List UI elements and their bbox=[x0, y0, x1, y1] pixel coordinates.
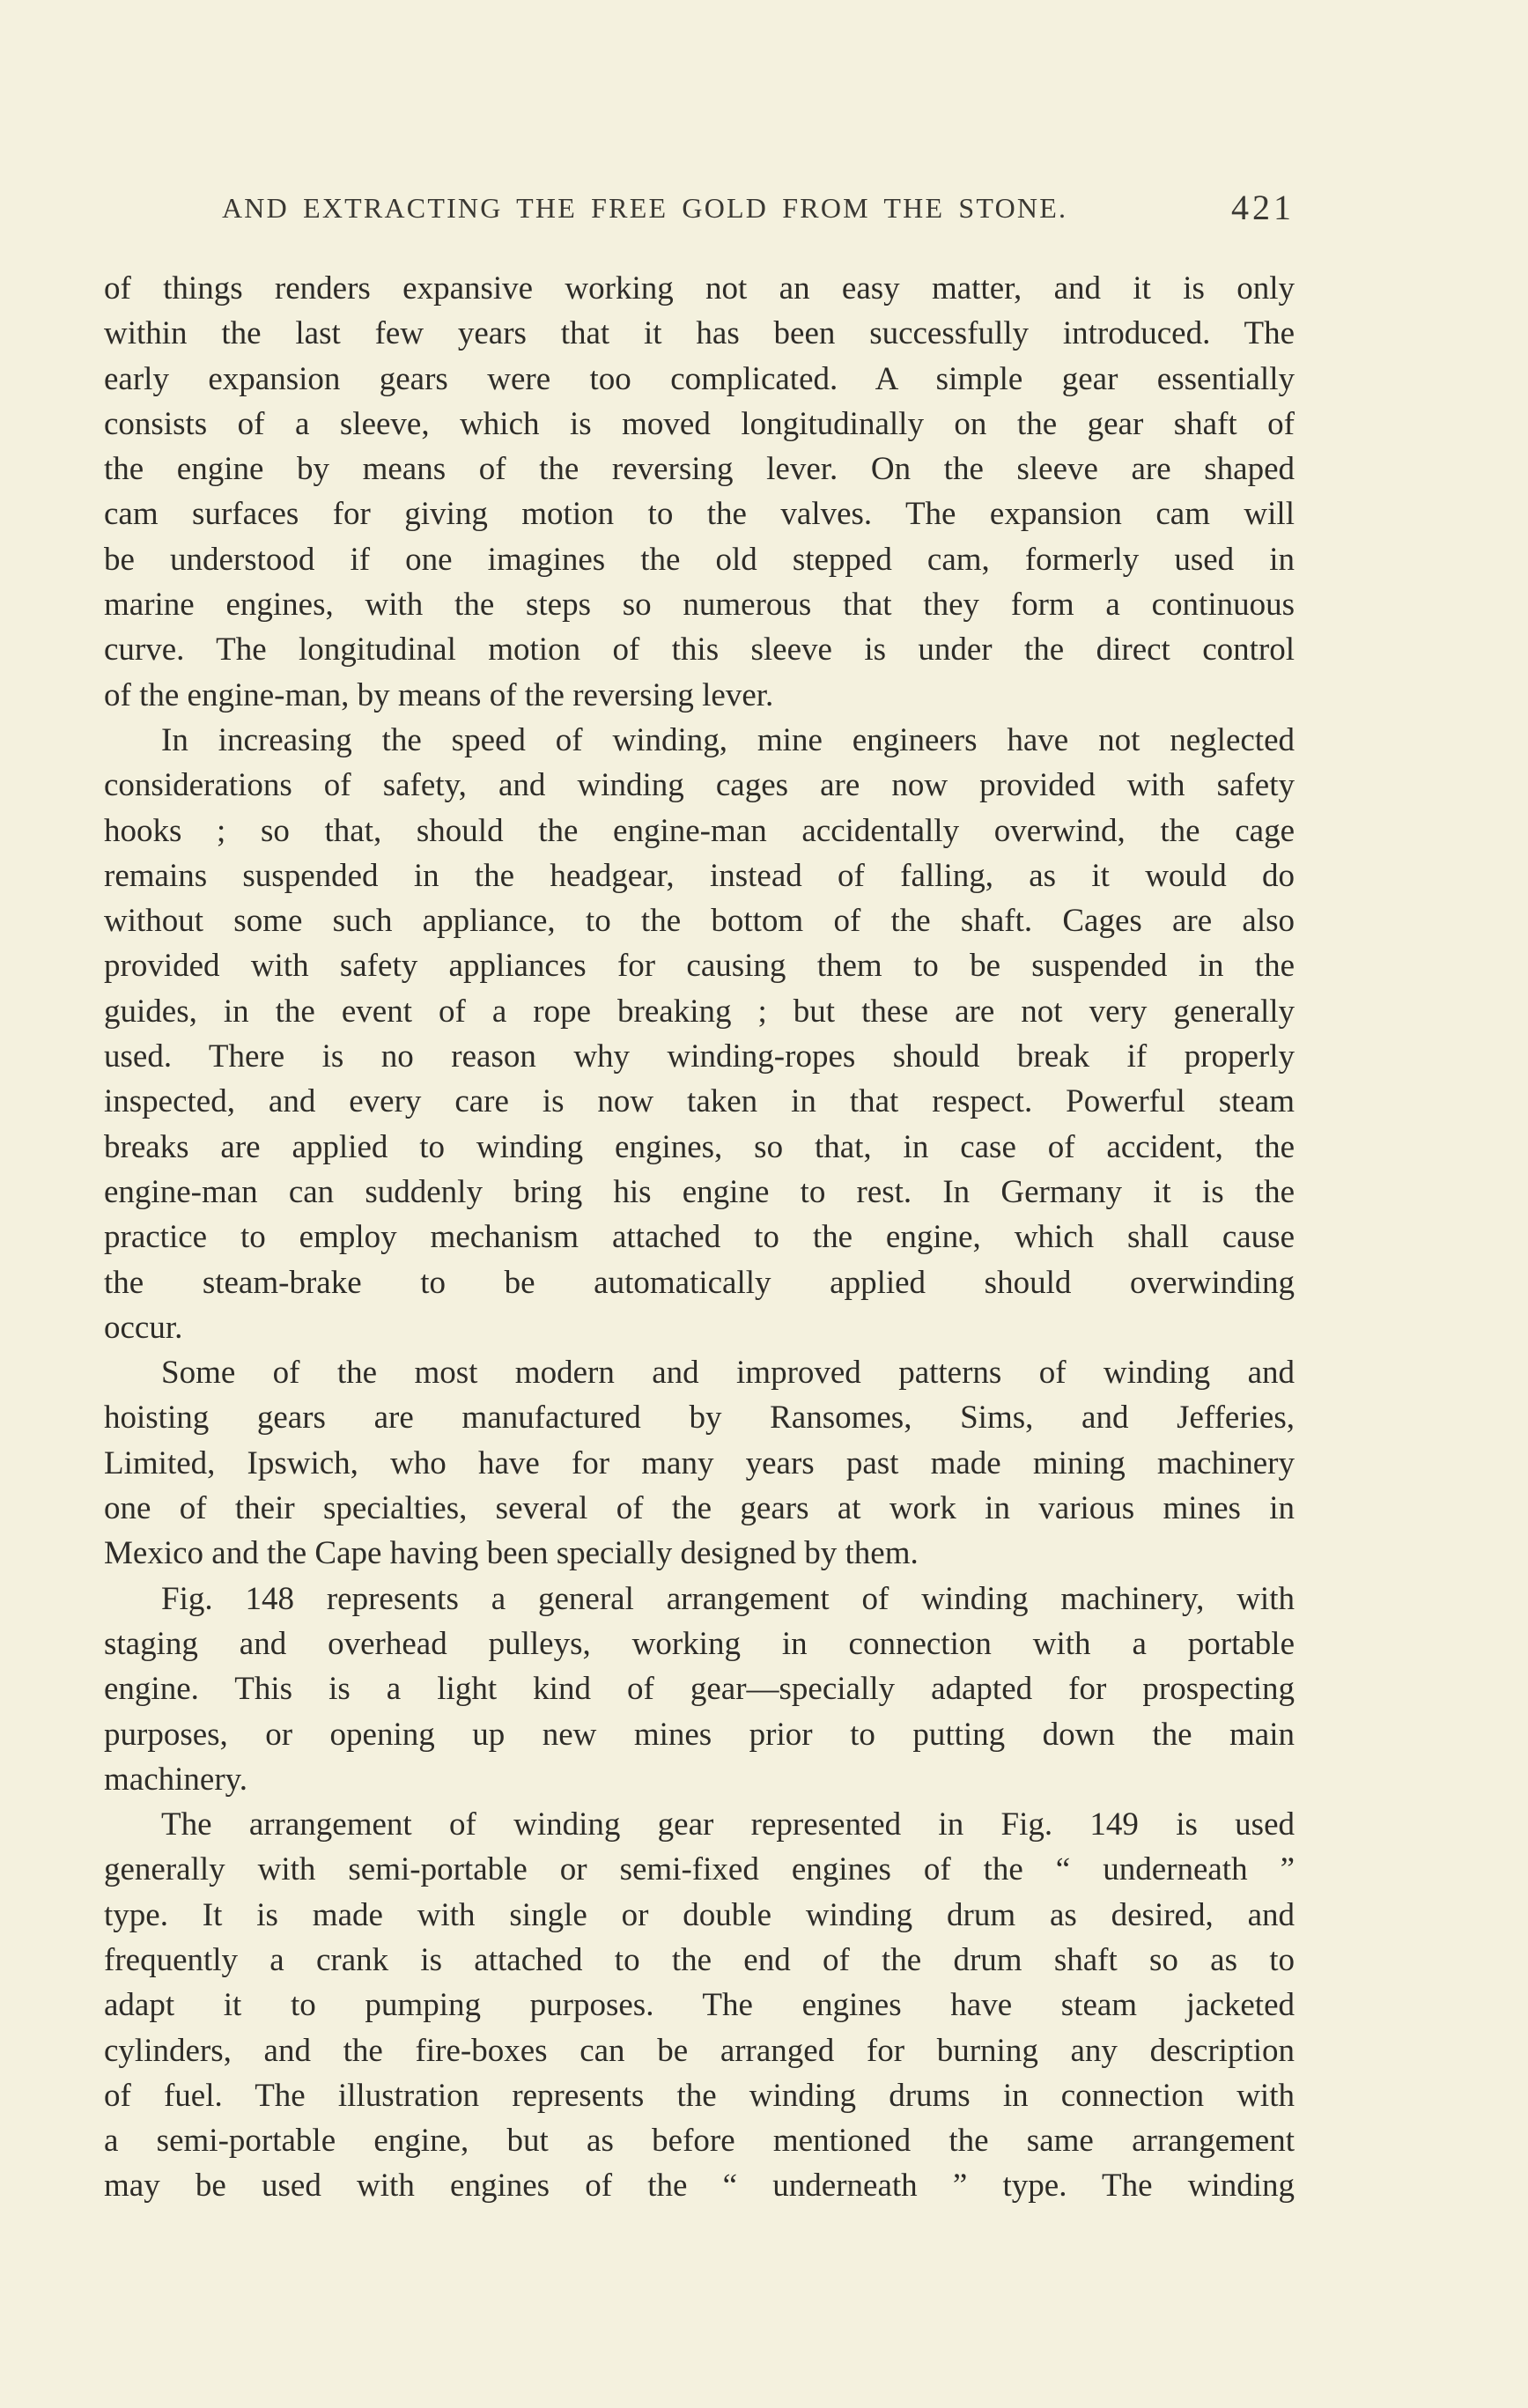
text-line: staging and overhead pulleys, working in connection with a portable bbox=[104, 1625, 1295, 1662]
text-line: machinery. bbox=[104, 1761, 247, 1798]
text-line: used. There is no reason why winding-ropes should break if properly bbox=[104, 1038, 1295, 1075]
text-line: cam surfaces for giving motion to the valves. The expansion cam will bbox=[104, 496, 1295, 533]
text-line: inspected, and every care is now taken in that respect. Powerful steam bbox=[104, 1083, 1295, 1120]
running-title: AND EXTRACTING THE FREE GOLD FROM THE STONE. bbox=[222, 192, 1068, 224]
text-line: hoisting gears are manufactured by Ransomes, Sims, and Jefferies, bbox=[104, 1400, 1295, 1437]
text-line: consists of a sleeve, which is moved longitudinally on the gear shaft of bbox=[104, 405, 1295, 442]
text-line: one of their specialties, several of the gears at work in various mines in bbox=[104, 1490, 1295, 1527]
running-header bbox=[222, 187, 1295, 231]
text-line: of things renders expansive working not an easy matter, and it is only bbox=[104, 270, 1295, 307]
text-line: without some such appliance, to the bottom of the shaft. Cages are also bbox=[104, 903, 1295, 940]
text-line: generally with semi-portable or semi-fixed engines of the “ underneath ” bbox=[104, 1851, 1295, 1888]
text-line: Mexico and the Cape having been specially designed by them. bbox=[104, 1535, 919, 1572]
text-line: frequently a crank is attached to the end of the drum shaft so as to bbox=[104, 1941, 1295, 1978]
text-line: the steam-brake to be automatically applied should overwinding bbox=[104, 1264, 1295, 1301]
paragraph-first-line: The arrangement of winding gear represented in Fig. 149 is used bbox=[161, 1806, 1295, 1843]
paragraph-first-line: Fig. 148 represents a general arrangement of winding machinery, with bbox=[161, 1580, 1295, 1617]
text-line: type. It is made with single or double winding drum as desired, and bbox=[104, 1896, 1295, 1933]
text-line: of fuel. The illustration represents the winding drums in connection with bbox=[104, 2077, 1295, 2114]
text-line: early expansion gears were too complicated. A simple gear essentially bbox=[104, 360, 1295, 397]
text-line: a semi-portable engine, but as before mentioned the same arrangement bbox=[104, 2123, 1295, 2160]
text-line: breaks are applied to winding engines, so that, in case of accident, the bbox=[104, 1128, 1295, 1165]
text-line: marine engines, with the steps so numerous that they form a continuous bbox=[104, 587, 1295, 624]
body-text bbox=[104, 266, 1295, 2209]
text-line: within the last few years that it has been successfully introduced. The bbox=[104, 315, 1295, 352]
text-line: curve. The longitudinal motion of this sleeve is under the direct control bbox=[104, 632, 1295, 668]
text-line: of the engine-man, by means of the reversing lever. bbox=[104, 676, 774, 713]
text-line: provided with safety appliances for causing them to be suspended in the bbox=[104, 948, 1295, 985]
paragraph-first-line: In increasing the speed of winding, mine engineers have not neglected bbox=[161, 721, 1295, 758]
text-line: purposes, or opening up new mines prior to putting down the main bbox=[104, 1716, 1295, 1753]
page-number: 421 bbox=[1231, 188, 1295, 227]
text-line: remains suspended in the headgear, instead of falling, as it would do bbox=[104, 857, 1295, 894]
paragraph-first-line: Some of the most modern and improved patterns of winding and bbox=[161, 1355, 1295, 1392]
text-line: be understood if one imagines the old stepped cam, formerly used in bbox=[104, 541, 1295, 578]
text-line: the engine by means of the reversing lever. On the sleeve are shaped bbox=[104, 451, 1295, 488]
text-line: considerations of safety, and winding cages are now provided with safety bbox=[104, 767, 1295, 804]
text-line: hooks ; so that, should the engine-man accidentally overwind, the cage bbox=[104, 812, 1295, 849]
text-line: cylinders, and the fire-boxes can be arranged for burning any description bbox=[104, 2032, 1295, 2069]
text-line: adapt it to pumping purposes. The engines have steam jacketed bbox=[104, 1987, 1295, 2024]
text-line: engine-man can suddenly bring his engine to rest. In Germany it is the bbox=[104, 1173, 1295, 1210]
text-line: Limited, Ipswich, who have for many years past made mining machinery bbox=[104, 1444, 1295, 1481]
text-line: may be used with engines of the “ underneath ” type. The winding bbox=[104, 2168, 1295, 2205]
text-line: practice to employ mechanism attached to the engine, which shall cause bbox=[104, 1219, 1295, 1256]
text-line: occur. bbox=[104, 1309, 183, 1346]
text-line: engine. This is a light kind of gear—specially adapted for prospecting bbox=[104, 1671, 1295, 1708]
text-line: guides, in the event of a rope breaking ; but these are not very generally bbox=[104, 993, 1295, 1030]
